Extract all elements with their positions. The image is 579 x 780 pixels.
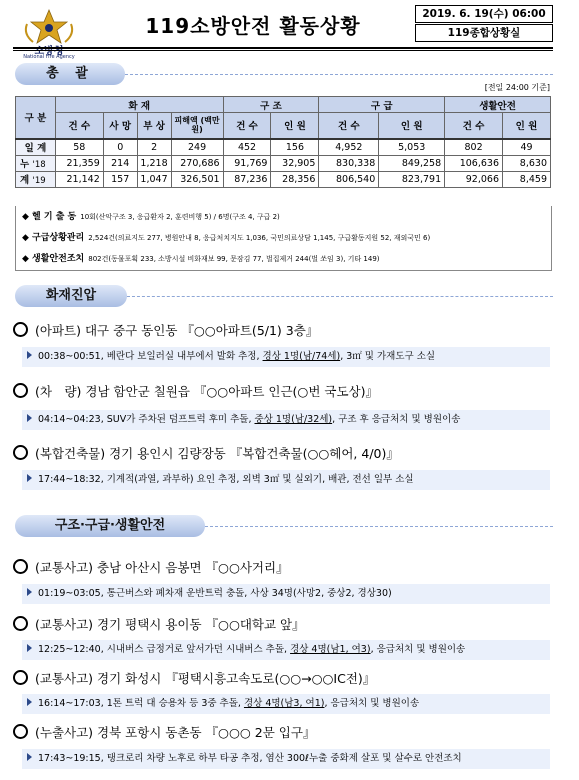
- table-cell: 156: [271, 139, 319, 156]
- table-cell: 806,540: [319, 171, 379, 187]
- incident-detail: 17:44~18:32, 기계적(과열, 과부하) 요인 추정, 외벽 3㎡ 및 실외기, 배관, 전선 일부 소실: [22, 470, 550, 490]
- incident-title: (교통사고) 경기 화성시 『평택시흥고속도로(○○→○○IC전)』: [13, 669, 375, 689]
- incident-title: (교통사고) 충남 아산시 음봉면 『○○사거리』: [13, 558, 289, 578]
- incident-title: (누출사고) 경북 포항시 동촌동 『○○○ 2문 입구』: [13, 723, 315, 743]
- table-column-header: 인 원: [271, 113, 319, 139]
- row-label: 누 '18: [16, 155, 56, 171]
- summary-table: [15, 96, 551, 188]
- incident-title: (차 량) 경남 함안군 칠원읍 『○○아파트 인근(○번 국도상)』: [13, 382, 378, 402]
- incident-detail: 17:43~19:15, 탱크로리 차량 노후로 하부 타공 추정, 염산 300ℓ누출 중화제 살포 및 살수로 안전조치: [22, 749, 550, 769]
- table-column-header: 피해액 (백만원): [171, 113, 223, 139]
- table-row: [16, 155, 551, 171]
- table-cell: 49: [503, 139, 551, 156]
- table-cell: 270,686: [171, 155, 223, 171]
- table-column-header: 인 원: [503, 113, 551, 139]
- table-column-header: 건 수: [223, 113, 271, 139]
- row-label: 계 '19: [16, 171, 56, 187]
- incident-title: (복합건축물) 경기 용인시 김량장동 『복합건축물(○○헤어, 4/0)』: [13, 444, 399, 464]
- table-cell: 802: [445, 139, 503, 156]
- incident-detail: 16:14~17:03, 1톤 트럭 대 승용차 등 3중 추돌, 경상 4명(남3, 여1), 응급처치 및 병원이송: [22, 694, 550, 714]
- table-cell: 823,791: [379, 171, 445, 187]
- circle-bullet-icon: [13, 559, 28, 574]
- table-cell: 214: [103, 155, 137, 171]
- table-column-header: 건 수: [445, 113, 503, 139]
- circle-bullet-icon: [13, 445, 28, 460]
- logo-text: 소방청: [34, 46, 64, 57]
- circle-bullet-icon: [13, 616, 28, 631]
- table-cell: 326,501: [171, 171, 223, 187]
- table-corner: 구 분: [16, 97, 56, 139]
- row-label: 일 계: [16, 139, 56, 156]
- table-group-header: 화 재: [55, 97, 223, 113]
- circle-bullet-icon: [13, 670, 28, 685]
- table-cell: 21,142: [55, 171, 103, 187]
- incident-detail: 00:38~00:51, 베란다 보일러실 내부에서 발화 추정, 경상 1명(남/74세), 3㎡ 및 가재도구 소실: [22, 347, 550, 367]
- table-cell: 1,047: [137, 171, 171, 187]
- table-cell: 2: [137, 139, 171, 156]
- table-cell: 106,636: [445, 155, 503, 171]
- circle-bullet-icon: [13, 383, 28, 398]
- incident-detail: 12:25~12:40, 시내버스 급정거로 앞서가던 시내버스 추돌, 경상 4명(남1, 여3), 응급처치 및 병원이송: [22, 640, 550, 660]
- table-cell: 28,356: [271, 171, 319, 187]
- triangle-bullet-icon: [27, 753, 32, 761]
- table-group-header: 구 급: [319, 97, 445, 113]
- table-cell: 32,905: [271, 155, 319, 171]
- triangle-bullet-icon: [27, 351, 32, 359]
- table-cell: 21,359: [55, 155, 103, 171]
- table-column-header: 부 상: [137, 113, 171, 139]
- note-ems-management: ◆ 구급상황관리 2,524건(의료지도 277, 병원안내 8, 응급처치지도 1,036, 국민의료상담 1,145, 구급활동지원 52, 재외국민 6): [22, 233, 431, 243]
- triangle-bullet-icon: [27, 588, 32, 596]
- summary-notes: [15, 206, 552, 271]
- table-cell: 830,338: [319, 155, 379, 171]
- table-cell: 0: [103, 139, 137, 156]
- table-cell: 5,053: [379, 139, 445, 156]
- header-divider-thin: [13, 50, 553, 51]
- table-column-header: 사 망: [103, 113, 137, 139]
- table-column-header: 건 수: [319, 113, 379, 139]
- unit-note: [전일 24:00 기준]: [484, 83, 550, 92]
- table-group-header: 구 조: [223, 97, 319, 113]
- table-cell: 4,952: [319, 139, 379, 156]
- table-group-header: 생활안전: [445, 97, 551, 113]
- logo-subtext: National Fire Agency: [23, 54, 75, 60]
- page-title: 119소방안전 활동상황: [145, 14, 361, 38]
- table-row: [16, 171, 551, 187]
- table-cell: 92,066: [445, 171, 503, 187]
- triangle-bullet-icon: [27, 698, 32, 706]
- table-cell: 452: [223, 139, 271, 156]
- section-divider: [127, 296, 553, 297]
- triangle-bullet-icon: [27, 474, 32, 482]
- section-title-rescue: 구조·구급·생활안전: [15, 515, 205, 537]
- report-date: 2019. 6. 19(수) 06:00: [415, 5, 553, 23]
- incident-title: (아파트) 대구 중구 동인동 『○○아파트(5/1) 3층』: [13, 321, 318, 341]
- table-row: [16, 139, 551, 156]
- note-safety-actions: ◆ 생활안전조치 802건(동물포획 233, 소방시설 비화재보 99, 문잠김 77, 벌집제거 244(벌 쏘임 3), 기타 149): [22, 254, 380, 264]
- section-title-fire: 화재진압: [15, 285, 127, 307]
- header-divider: [13, 47, 553, 49]
- table-cell: 8,630: [503, 155, 551, 171]
- section-divider: [205, 526, 553, 527]
- section-divider: [125, 74, 553, 75]
- triangle-bullet-icon: [27, 644, 32, 652]
- table-cell: 849,258: [379, 155, 445, 171]
- table-column-header: 건 수: [55, 113, 103, 139]
- section-title-summary: 총 괄: [15, 63, 125, 85]
- circle-bullet-icon: [13, 724, 28, 739]
- table-cell: 157: [103, 171, 137, 187]
- note-helicopter: ◆ 헬 기 출 동 10회(산악구조 3, 응급환자 2, 훈련비행 5) / 6명(구조 4, 구급 2): [22, 212, 280, 222]
- table-column-header: 인 원: [379, 113, 445, 139]
- table-cell: 249: [171, 139, 223, 156]
- department-label: 119종합상황실: [415, 24, 553, 42]
- incident-detail: 01:19~03:05, 통근버스와 폐차재 운반트럭 충돌, 사상 34명(사망2, 중상2, 경상30): [22, 584, 550, 604]
- table-cell: 87,236: [223, 171, 271, 187]
- table-cell: 91,769: [223, 155, 271, 171]
- table-cell: 8,459: [503, 171, 551, 187]
- table-cell: 1,218: [137, 155, 171, 171]
- incident-title: (교통사고) 경기 평택시 용이동 『○○대학교 앞』: [13, 615, 305, 635]
- incident-detail: 04:14~04:23, SUV가 주차된 덤프트럭 후미 추돌, 중상 1명(남/32세), 구조 후 응급처치 및 병원이송: [22, 410, 550, 430]
- triangle-bullet-icon: [27, 414, 32, 422]
- table-cell: 58: [55, 139, 103, 156]
- circle-bullet-icon: [13, 322, 28, 337]
